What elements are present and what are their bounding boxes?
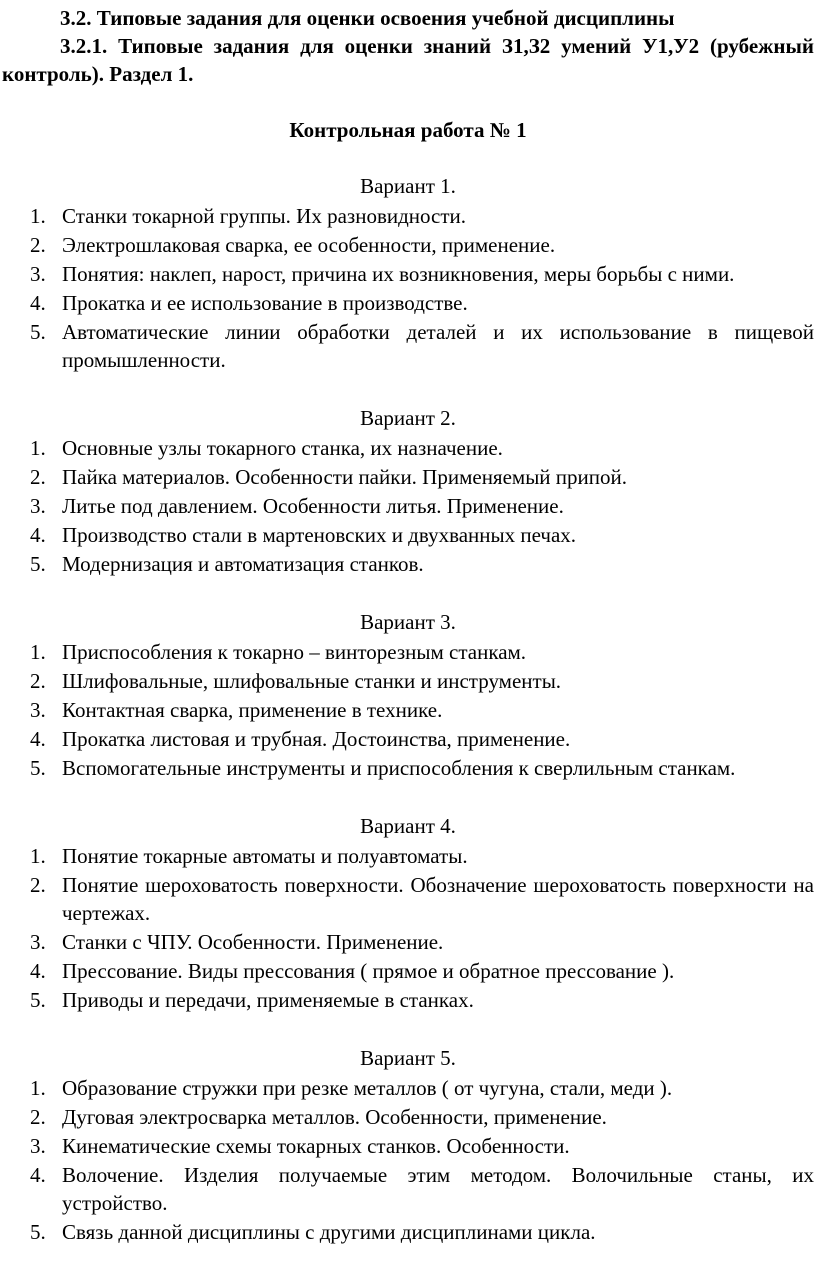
question-text: Контактная сварка, применение в технике.: [62, 698, 443, 722]
question-item: [2, 754, 814, 782]
variants-list: [2, 172, 814, 1246]
question-text: Образование стружки при резке металлов ( от чугуна, стали, меди ).: [62, 1076, 673, 1100]
question-number: 1.: [30, 436, 46, 460]
question-number: 4.: [30, 1163, 46, 1187]
question-number: 2.: [30, 669, 46, 693]
question-text: Вспомогательные инструменты и приспособления к сверлильным станкам.: [62, 756, 736, 780]
variant-title: Вариант 3.: [360, 610, 456, 634]
question-item: [2, 667, 814, 695]
question-item: [2, 928, 814, 956]
question-list: [2, 202, 814, 374]
variant-title: Вариант 4.: [360, 814, 456, 838]
question-item: [2, 1161, 814, 1217]
question-item: [2, 986, 814, 1014]
question-number: 4.: [30, 291, 46, 315]
question-item: [2, 696, 814, 724]
question-number: 3.: [30, 1134, 46, 1158]
question-item: [2, 725, 814, 753]
question-item: [2, 231, 814, 259]
question-text: Пайка материалов. Особенности пайки. Применяемый припой.: [62, 465, 628, 489]
question-list: [2, 842, 814, 1014]
variant-title: Вариант 1.: [360, 174, 456, 198]
question-item: [2, 550, 814, 578]
question-text: Понятия: наклеп, нарост, причина их возникновения, меры борьбы с ними.: [62, 262, 735, 286]
work-title: Контрольная работа № 1: [289, 118, 527, 142]
question-number: 3.: [30, 262, 46, 286]
question-text: Дуговая электросварка металлов. Особенности, применение.: [62, 1105, 607, 1129]
question-number: 5.: [30, 1220, 46, 1244]
question-text: Станки токарной группы. Их разновидности.: [62, 204, 467, 228]
question-number: 3.: [30, 494, 46, 518]
question-text: Автоматические линии обработки деталей и их использование в пищевой промышленности.: [62, 320, 814, 372]
question-number: 1.: [30, 640, 46, 664]
question-number: 1.: [30, 844, 46, 868]
question-item: [2, 260, 814, 288]
question-list: [2, 638, 814, 782]
question-text: Приводы и передачи, применяемые в станках.: [62, 988, 474, 1012]
variant-title: Вариант 2.: [360, 406, 456, 430]
question-text: Прокатка листовая и трубная. Достоинства, применение.: [62, 727, 571, 751]
question-item: [2, 1218, 814, 1246]
question-number: 5.: [30, 320, 46, 344]
section-heading: 3.2. Типовые задания для оценки освоения учебной дисциплины: [60, 6, 675, 30]
question-text: Связь данной дисциплины с другими дисциплинами цикла.: [62, 1220, 596, 1244]
question-text: Кинематические схемы токарных станков. Особенности.: [62, 1134, 570, 1158]
variant-block: [2, 1044, 814, 1246]
question-number: 4.: [30, 727, 46, 751]
question-text: Прокатка и ее использование в производстве.: [62, 291, 468, 315]
question-text: Основные узлы токарного станка, их назначение.: [62, 436, 503, 460]
question-number: 3.: [30, 930, 46, 954]
question-text: Прессование. Виды прессования ( прямое и обратное прессование ).: [62, 959, 675, 983]
question-item: [2, 318, 814, 374]
question-number: 4.: [30, 523, 46, 547]
question-item: [2, 463, 814, 491]
question-text: Литье под давлением. Особенности литья. Применение.: [62, 494, 564, 518]
question-item: [2, 289, 814, 317]
question-text: Станки с ЧПУ. Особенности. Применение.: [62, 930, 444, 954]
question-text: Шлифовальные, шлифовальные станки и инструменты.: [62, 669, 562, 693]
question-number: 4.: [30, 959, 46, 983]
variant-block: [2, 172, 814, 374]
question-text: Производство стали в мартеновских и двухванных печах.: [62, 523, 577, 547]
question-text: Понятие токарные автоматы и полуавтоматы.: [62, 844, 468, 868]
question-item: [2, 842, 814, 870]
variant-title: Вариант 5.: [360, 1046, 456, 1070]
question-number: 3.: [30, 698, 46, 722]
variant-block: [2, 404, 814, 578]
question-number: 5.: [30, 552, 46, 576]
question-number: 2.: [30, 873, 46, 897]
question-item: [2, 434, 814, 462]
question-number: 5.: [30, 988, 46, 1012]
question-item: [2, 871, 814, 927]
question-item: [2, 638, 814, 666]
question-item: [2, 957, 814, 985]
question-item: [2, 1132, 814, 1160]
question-item: [2, 1074, 814, 1102]
variant-block: [2, 608, 814, 782]
question-text: Приспособления к токарно – винторезным станкам.: [62, 640, 527, 664]
question-list: [2, 434, 814, 578]
question-text: Волочение. Изделия получаемые этим методом. Волочильные станы, их устройство.: [62, 1163, 814, 1215]
question-item: [2, 1103, 814, 1131]
variant-block: [2, 812, 814, 1014]
question-text: Электрошлаковая сварка, ее особенности, применение.: [62, 233, 556, 257]
question-number: 1.: [30, 204, 46, 228]
question-item: [2, 202, 814, 230]
question-number: 2.: [30, 233, 46, 257]
question-item: [2, 521, 814, 549]
question-number: 5.: [30, 756, 46, 780]
question-number: 1.: [30, 1076, 46, 1100]
question-number: 2.: [30, 1105, 46, 1129]
question-item: [2, 492, 814, 520]
question-text: Модернизация и автоматизация станков.: [62, 552, 424, 576]
question-list: [2, 1074, 814, 1246]
question-number: 2.: [30, 465, 46, 489]
section-subheading: 3.2.1. Типовые задания для оценки знаний З1,З2 умений У1,У2 (рубежный контроль). Раздел 1.: [2, 34, 814, 86]
question-text: Понятие шероховатость поверхности. Обозначение шероховатость поверхности на чертежах.: [62, 873, 814, 925]
